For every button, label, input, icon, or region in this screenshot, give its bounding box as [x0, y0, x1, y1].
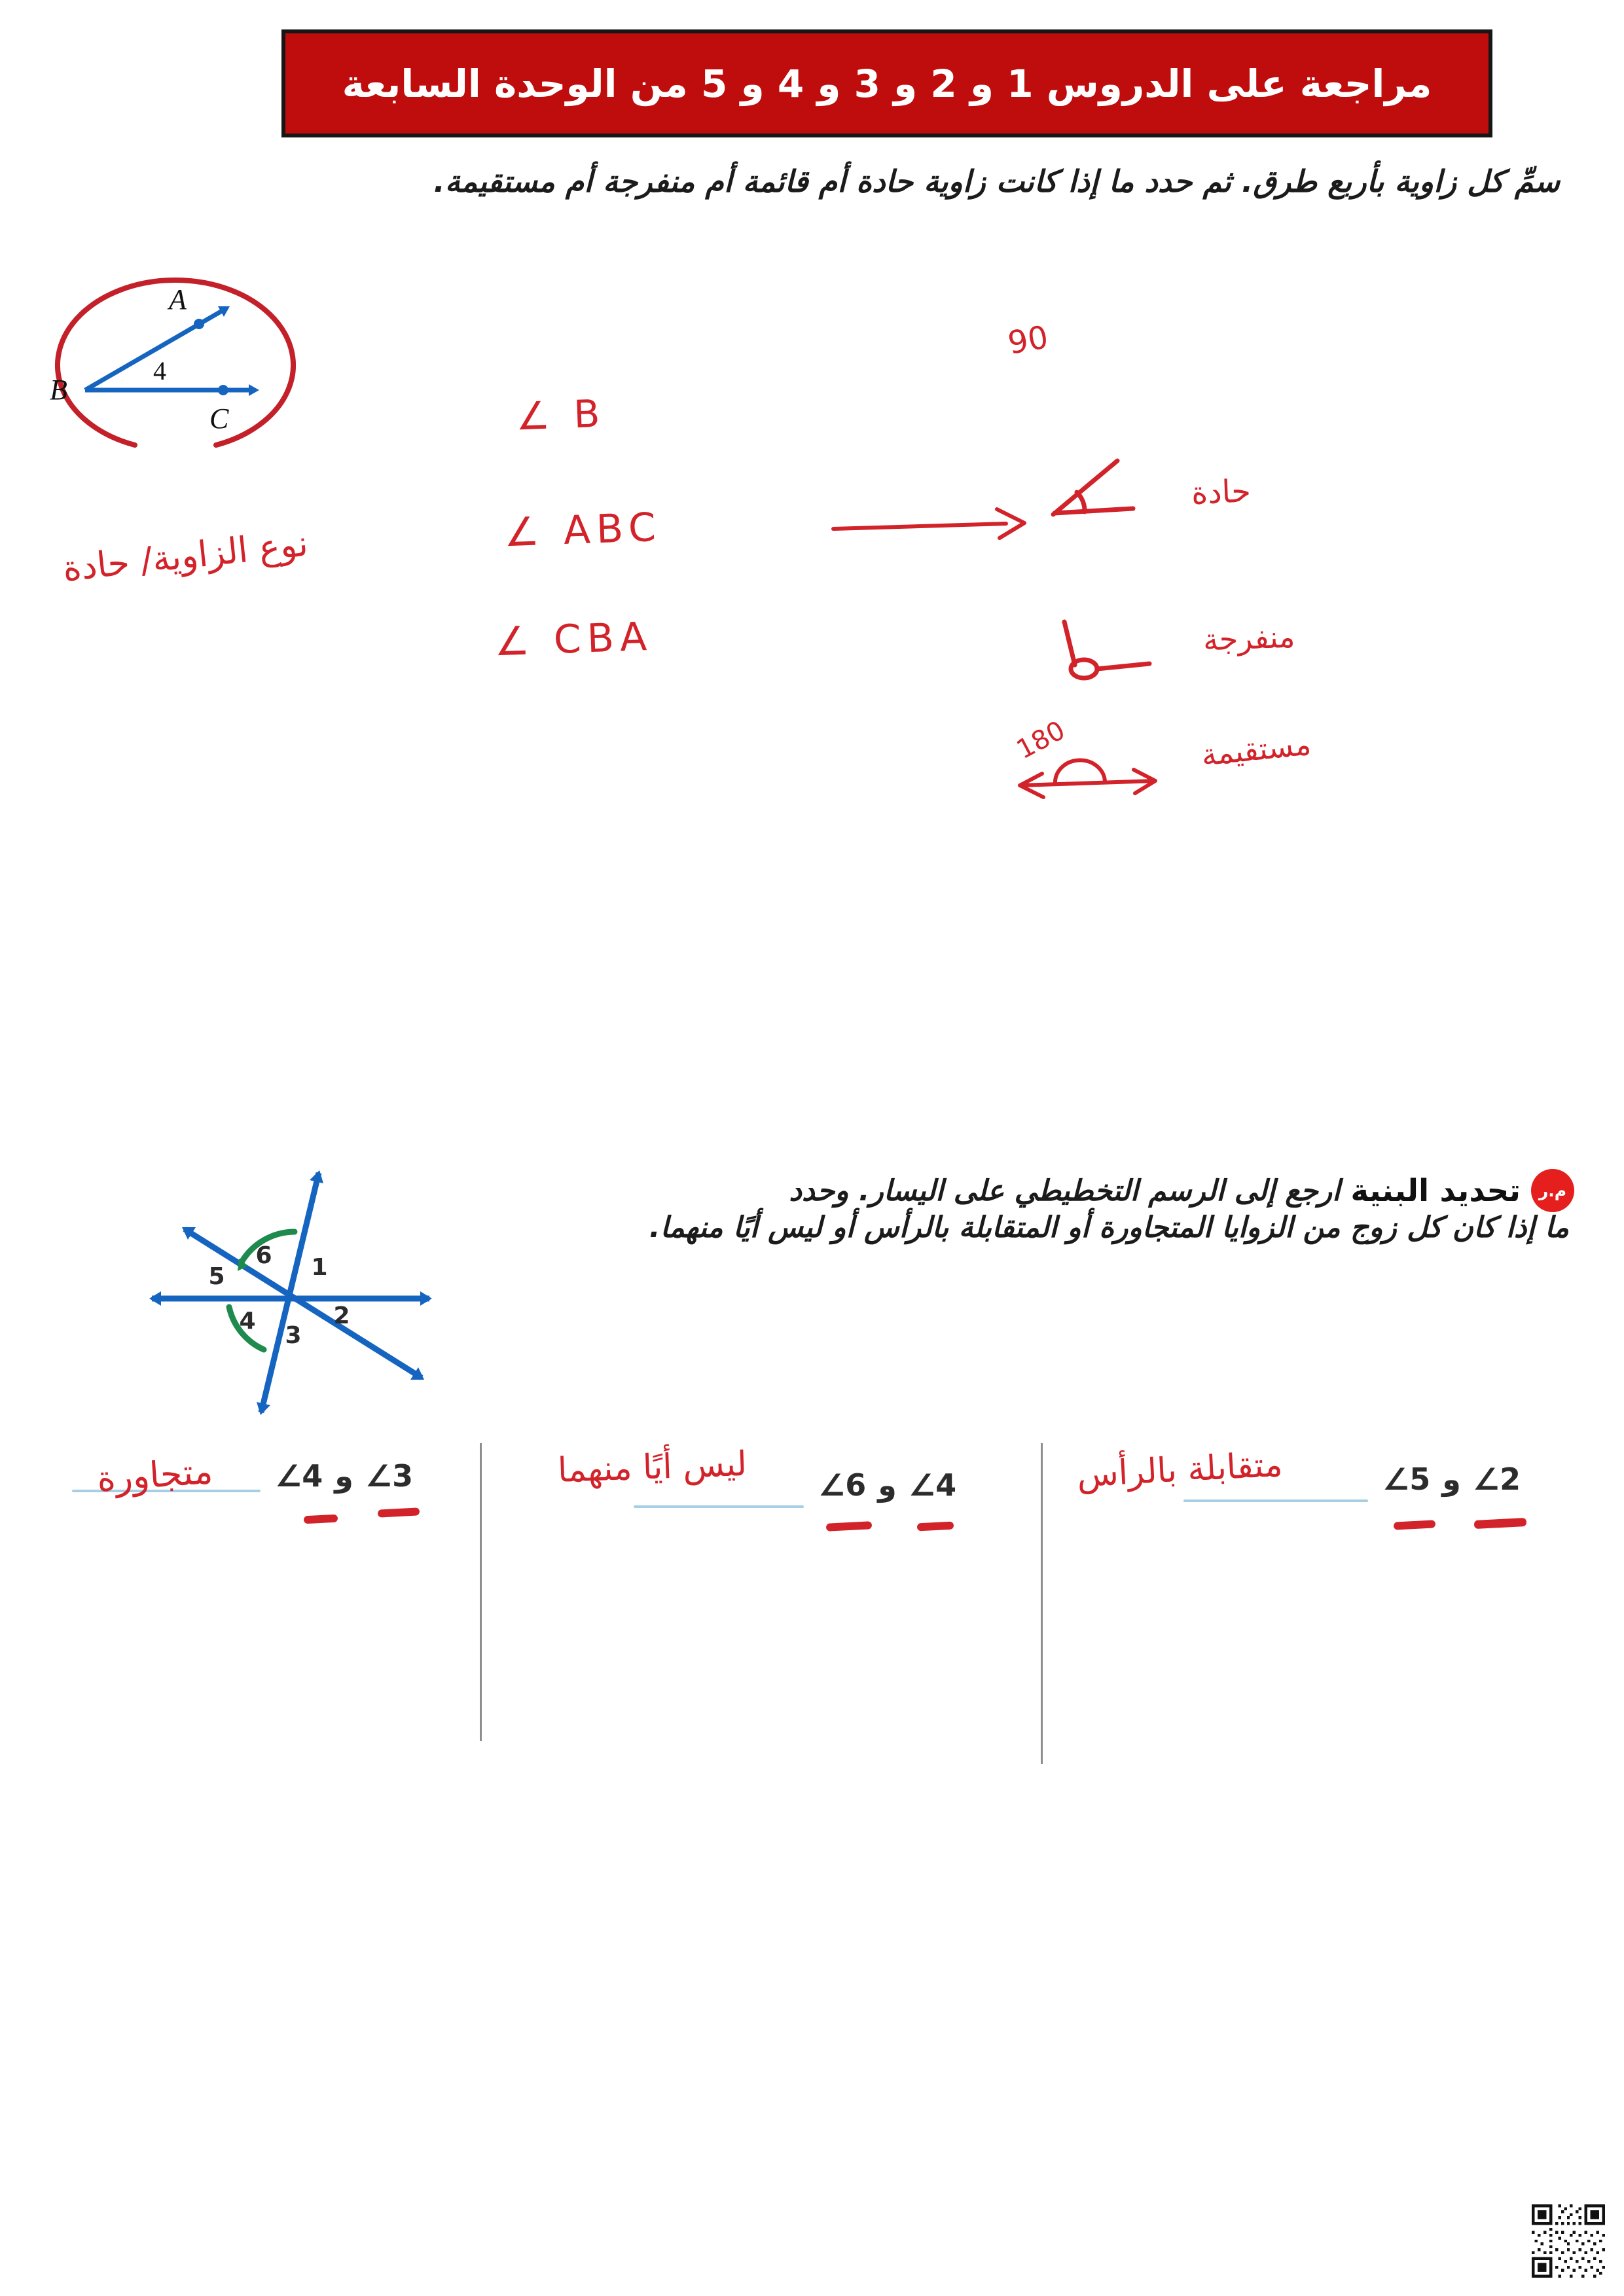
pair-2-5: [1382, 1462, 1521, 1497]
pair-first: ∠2: [1472, 1462, 1521, 1497]
hw-answer-vertical: متقابلة بالرأس: [1075, 1444, 1284, 1496]
hw-underline: [917, 1522, 954, 1532]
diagonal-line: [185, 1229, 422, 1378]
pair-conjunction: و: [1442, 1462, 1461, 1497]
hw-angle-name-3: ∠ CBA: [493, 613, 654, 666]
angle-abc-figure: [38, 262, 319, 465]
arrowhead-icon: [257, 1402, 270, 1415]
hw-straight-label: مستقيمة: [1199, 726, 1313, 773]
hw-obtuse-angle-sketch: [1045, 615, 1156, 687]
hw-underline: [826, 1521, 873, 1532]
q2-title: تحديد البنية: [1350, 1172, 1521, 1209]
angle-label-2: 2: [333, 1302, 350, 1329]
intersecting-lines-diagram: [130, 1160, 447, 1422]
pair-3-4: [275, 1458, 413, 1494]
hw-arrow-icon: [828, 504, 1031, 545]
angle-number-label: 4: [153, 356, 166, 386]
point-a-dot: [194, 319, 204, 329]
hw-underline: [1394, 1520, 1436, 1530]
label-a: A: [169, 283, 187, 315]
label-b: B: [50, 374, 67, 406]
q2-instruction-line1: ارجع إلى الرسم التخطيطي على اليسار. وحدد: [789, 1174, 1341, 1208]
angle-label-5: 5: [208, 1263, 225, 1290]
pair-4-6: [818, 1467, 956, 1503]
q2-heading-row: [789, 1169, 1574, 1212]
pair-first: ∠3: [365, 1458, 414, 1494]
hw-ninety: 90: [1005, 319, 1051, 362]
page-title: مراجعة على الدروس 1 و 2 و 3 و 4 و 5 من الوحدة السابعة: [342, 61, 1432, 106]
hw-underline: [1474, 1518, 1527, 1529]
hw-acute-angle-sketch: [1044, 450, 1142, 522]
hw-answer-neither: ليس أيًا منهما: [557, 1444, 748, 1491]
hw-angle-type-note: نوع الزاوية/ حادة: [60, 522, 310, 590]
angle-label-6: 6: [255, 1242, 272, 1269]
hw-acute-label: حادة: [1191, 473, 1252, 512]
pair-conjunction: و: [878, 1467, 897, 1503]
angle-label-1: 1: [311, 1254, 328, 1281]
arrowhead-icon: [149, 1291, 161, 1306]
pair-second: ∠4: [275, 1458, 323, 1494]
hw-obtuse-label: منفرجة: [1202, 619, 1296, 658]
q1-instruction: سمِّ كل زاوية بأربع طرق. ثم حدد ما إذا كانت زاوية حادة أم قائمة أم منفرجة أم مستقيمة.: [433, 164, 1560, 199]
qr-code: [1532, 2204, 1605, 2278]
pair-conjunction: و: [334, 1458, 353, 1494]
column-divider: [1041, 1443, 1043, 1764]
hw-one-eighty: 180: [1011, 715, 1070, 766]
standard-badge: [1531, 1169, 1574, 1212]
pair-second: ∠5: [1382, 1462, 1431, 1497]
point-c-dot: [218, 385, 228, 395]
standard-badge-label: م.ر: [1538, 1181, 1567, 1200]
hw-answer-adjacent: متجاورة: [96, 1450, 214, 1500]
hw-angle-name-1: ∠ B: [514, 391, 607, 439]
arrowhead-icon: [310, 1170, 323, 1183]
arrowhead-icon: [249, 384, 259, 396]
angle-label-4: 4: [239, 1308, 256, 1335]
answer-line: [634, 1505, 804, 1508]
pair-first: ∠4: [908, 1467, 957, 1503]
arrowhead-icon: [420, 1291, 432, 1306]
steep-line: [261, 1173, 319, 1412]
column-divider: [480, 1443, 482, 1741]
answer-line: [1183, 1499, 1368, 1502]
angle-label-3: 3: [285, 1322, 302, 1349]
hw-underline: [304, 1515, 338, 1524]
q2-instruction-line2: ما إذا كان كل زوج من الزوايا المتجاورة أو المتقابلة بالرأس أو ليس أيًا منهما.: [649, 1211, 1569, 1244]
pair-second: ∠6: [818, 1467, 867, 1503]
hw-underline: [378, 1507, 420, 1517]
hw-angle-name-2: ∠ ABC: [503, 504, 663, 556]
label-c: C: [209, 403, 229, 435]
header-banner: [281, 29, 1492, 137]
